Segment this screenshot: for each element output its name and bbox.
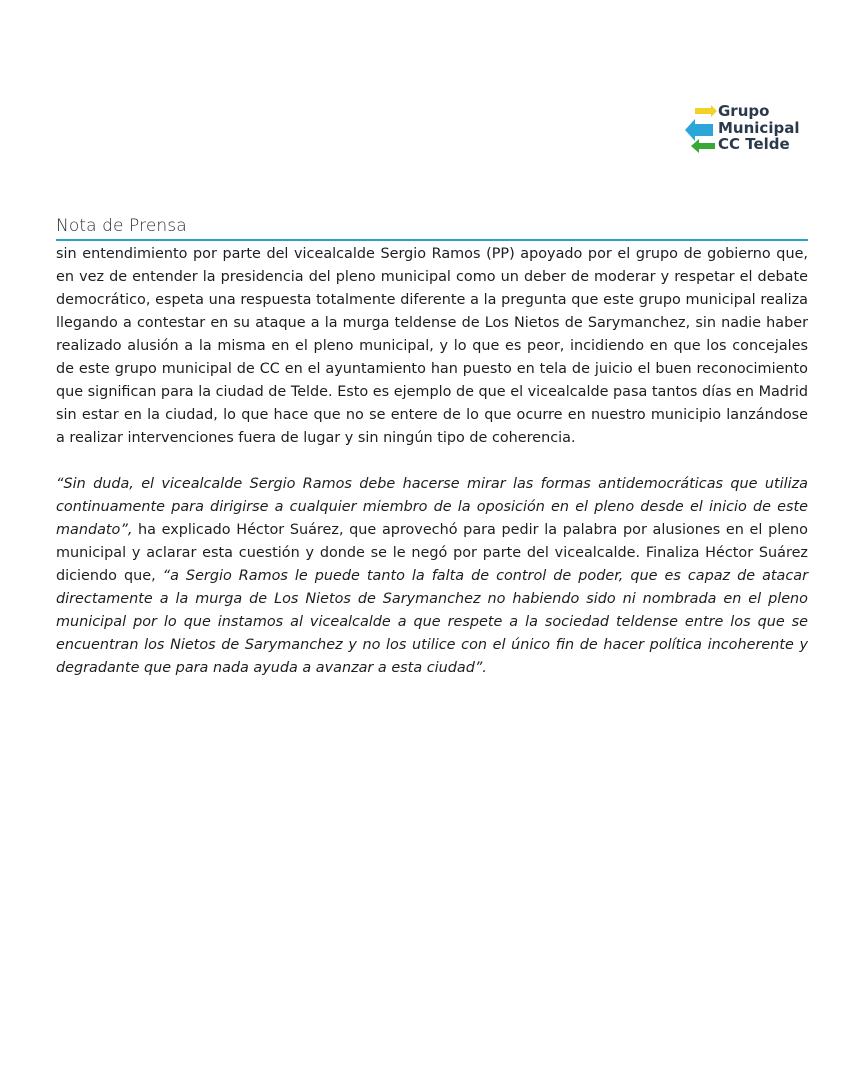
arrows-logo-icon	[685, 105, 717, 155]
quote-2: “a Sergio Ramos le puede tanto la falta de control de poder, que es capaz de atacar directamente a la murga de Los Nietos de Sarymanchez no habiendo sido ni nombrada en el pleno municipal por lo que instamos al vicealcalde a que respete a la sociedad teldense entre los que se encuentran los Nietos de Sarymanchez y no los utilice con el único fin de hacer política incoherente y degradante que para nada ayuda a avanzar a esta ciudad”.	[56, 568, 808, 676]
logo-text	[718, 103, 799, 153]
heading-title: Nota de Prensa	[56, 216, 187, 236]
paragraph-1: sin entendimiento por parte del vicealcalde Sergio Ramos (PP) apoyado por el grupo de gobierno que, en vez de entender la presidencia del pleno municipal como un deber de moderar y respetar el debate democrático, espeta una respuesta totalmente diferente a la pregunta que este grupo municipal realiza llegando a contestar en su ataque a la murga teldense de Los Nietos de Sarymanchez, sin nadie haber realizado alusión a la misma en el pleno municipal, y lo que es peor, incidiendo en que los concejales de este grupo municipal de CC en el ayuntamiento han puesto en tela de juicio el buen reconocimiento que significan para la ciudad de Telde. Esto es ejemplo de que el vicealcalde pasa tantos días en Madrid sin estar en la ciudad, lo que hace que no se entere de lo que ocurre en nuestro municipio lanzándose a realizar intervenciones fuera de lugar y sin ningún tipo de coherencia.	[56, 246, 808, 446]
logo-line-2: Municipal	[718, 118, 800, 137]
logo-line-1: Grupo	[718, 102, 770, 120]
quote-1: “Sin duda, el vicealcalde Sergio Ramos debe hacerse mirar las formas antidemocráticas que utiliza continuamente para dirigirse a cualquier miembro de la oposición en el pleno desde el inicio de este mandato”,	[56, 476, 808, 538]
document-body	[56, 243, 808, 680]
press-note-heading	[56, 216, 808, 241]
paragraph-2	[56, 473, 808, 680]
group-logo	[685, 103, 815, 159]
logo-line-3: CC Telde	[718, 135, 790, 153]
paragraph-2-middle: ha explicado Héctor Suárez, que aprovechó para pedir la palabra por alusiones en el pleno municipal y aclarar esta cuestión y donde se le negó por parte del vicealcalde. Finaliza Héctor Suárez diciendo que,	[56, 522, 808, 584]
